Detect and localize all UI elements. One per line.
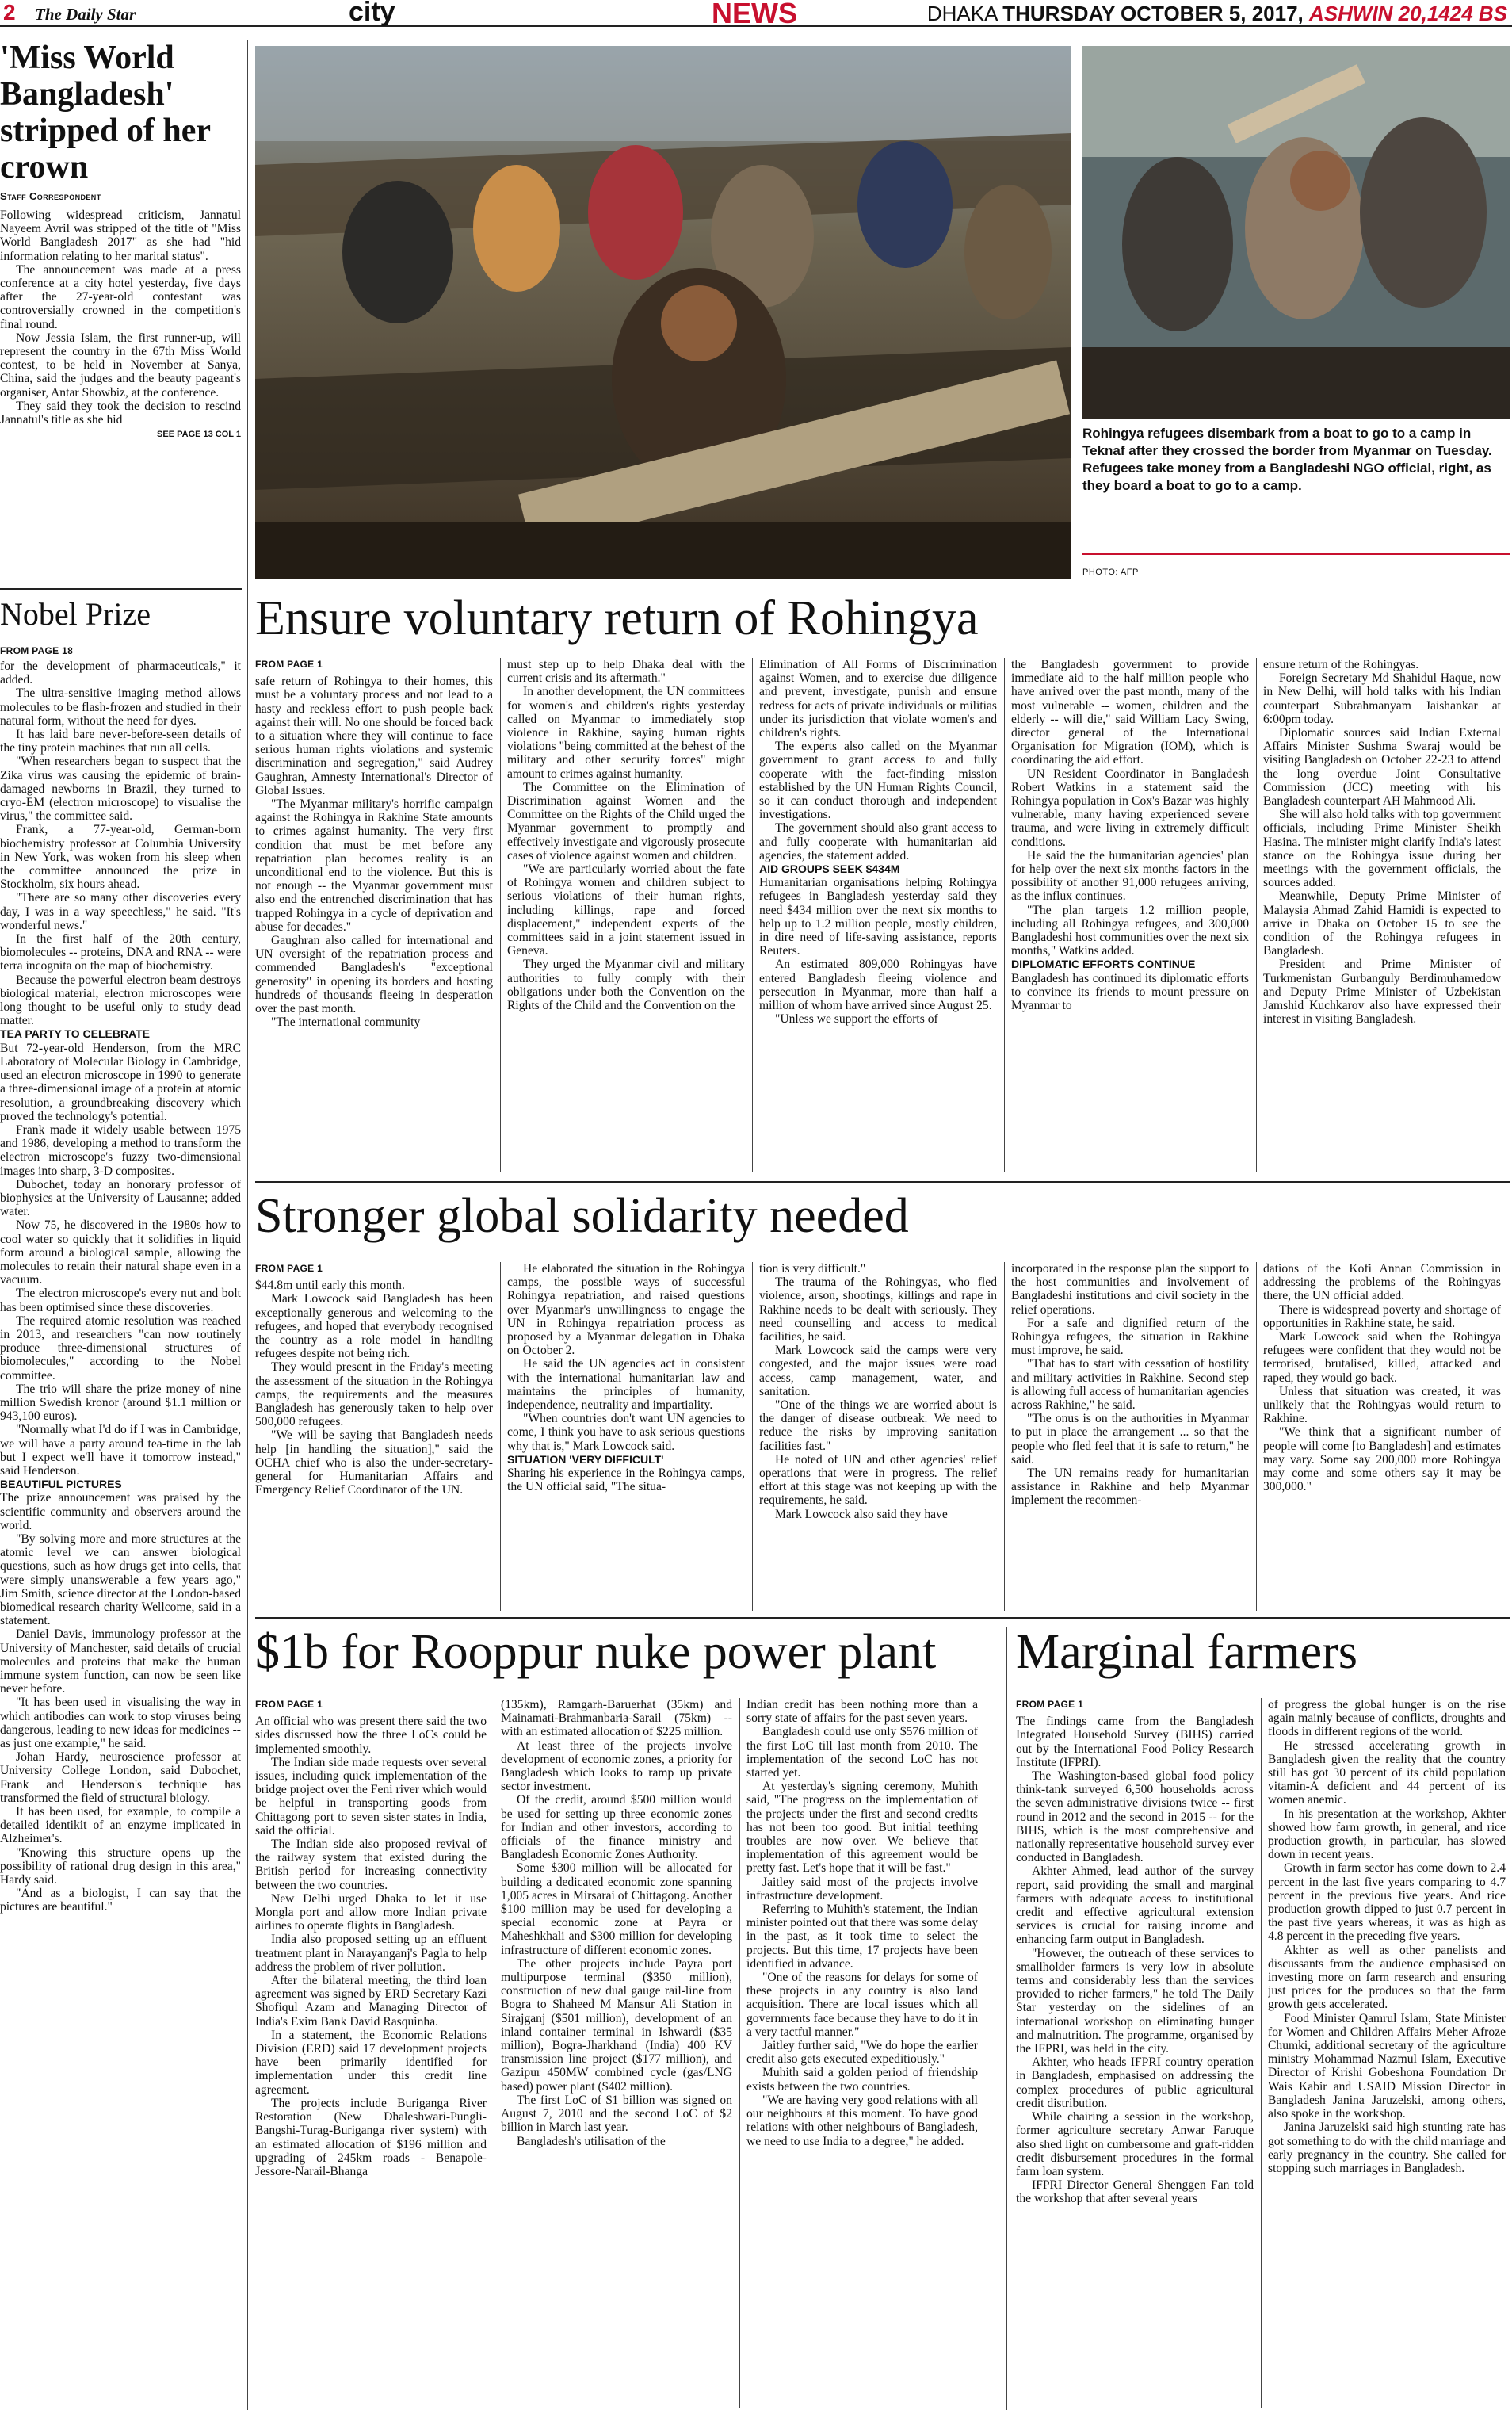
paragraph: Frank made it widely usable between 1975 and 1986, developing a method to transform the electron microscope's fuzzy two-dimensional images into sharp, 3-D composites. [0,1122,241,1178]
paragraph: "However, the outreach of these services to smallholder farmers is very low in absolute terms and considerably less than the services provided to richer farmers," he told The Daily Star yesterday on the sidelines of an international workshop on eliminating hunger and malnutrition. The programme, organised by the IFPRI, was held in the city. [1016,1946,1254,2056]
paragraph: must step up to help Dhaka deal with the current crisis and its aftermath." [507,658,745,686]
paragraph: An estimated 809,000 Rohingyas have entered Bangladesh fleeing violence and persecution in Myanmar, more than half a million of whom have arrived since August 25. [759,958,997,1013]
column-rule [1256,658,1257,1172]
paragraph: After the bilateral meeting, the third loan agreement was signed by ERD Secretary Kazi Shofiqul Azam and Managing Director of India's Exim Bank David Rasquinha. [255,1974,487,2029]
paragraph: "One of the reasons for delays for some of these projects in any country is also land acquisition. There are local issues which all governments face because they have to do it in a very tactful manner." [746,1971,978,2039]
paragraph: Akhter Ahmed, lead author of the survey report, said providing the small and marginal farmers with adequate access to institutional credit and effective agricultural extension services is crucial for raising income and enhancing farm output in Bangladesh. [1016,1864,1254,1947]
paragraph: The Washington-based global food policy think-tank surveyed 6,500 households across the seven administrative divisions twice -- first round in 2012 and the second in 2015 -- for the BIHS, which is the most comprehensive and nationally representative household survey ever conducted in Bangladesh. [1016,1769,1254,1865]
paragraph: They said they took the decision to rescind Jannatul's title as she hid [0,399,241,427]
paragraph: The prize announcement was praised by the scientific community and observers around the world. [0,1491,241,1532]
category-label: NEWS [712,0,797,29]
paragraph: "The plan targets 1.2 million people, including all Rohingya refugees, and 300,000 Bangladeshi host communities over the next six months," Watkins added. [1011,903,1249,958]
paragraph: tion is very difficult." [759,1262,866,1275]
paragraph: New Delhi urged Dhaka to let it use Mongla port and allow more Indian private airlines to operate flights in Bangladesh. [255,1891,487,1933]
paragraph: Daniel Davis, immunology professor at the University of Manchester, said details of crucial molecules and proteins that make the human immune system function, can now be seen like never before. [0,1627,241,1696]
paragraph: The UN remains ready for humanitarian assistance in Rakhine and help Myanmar implement the recommen- [1011,1467,1249,1508]
paragraph: It has been used, for example, to compile a detailed identikit of an enzyme implicated in Alzheimer's. [0,1805,241,1846]
paragraph: safe return of Rohingya to their homes, this must be a voluntary process and not lead to a hasty and reckless effort to push people back against their will. No one should be forced back to a situation where they will continue to face serious human rights violations and systemic discrimination and segregation," said Audrey Gaughran, Amnesty International's Director of Global Issues. [255,675,493,797]
paragraph: Food Minister Qamrul Islam, State Minister for Women and Children Affairs Meher Afroze Chumki, additional secretary of the agriculture ministry Mohammad Nazmul Islam, Executive Director of Krishi Gobeshona Foundation Dr Wais Kabir and USAID Mission Director in Bangladesh Janina Jaruzelski, among others, also spoke in the workshop. [1268,2011,1506,2121]
column-rule [1256,1262,1257,1611]
paragraph: Elimination of All Forms of Discrimination against Women, and to exercise due diligence and prevent, investigate, punish and ensure redress for acts of private individuals or militias under its jurisdiction that violate women's and children's rights. [759,658,997,740]
paragraph: Dubochet, today an honorary professor of biophysics at the University of Lausanne; added water. [0,1177,241,1219]
paragraph: UN Resident Coordinator in Bangladesh Robert Watkins in a statement said the Rohingya population in Cox's Bazar was highly vulnerable, many having experienced severe trauma, and were living in extremely difficult conditions. [1011,767,1249,849]
paragraph: The government should also grant access to and fully cooperate with humanitarian aid agencies, the statement added. [759,821,997,862]
solidarity-headline: Stronger global solidarity needed [255,1189,909,1243]
paragraph: For a safe and dignified return of the Rohingya refugees, the situation in Rakhine must improve, he said. [1011,1316,1249,1358]
story-column [255,658,493,1172]
paragraph: In a statement, the Economic Relations Division (ERD) said 17 development projects have been primarily identified for implementation under this credit line agreement. [255,2028,487,2097]
photo-caption: Rohingya refugees disembark from a boat to go to a camp in Teknaf after they crossed the border from Myanmar on Tuesday. Refugees take money from a Bangladeshi NGO official, right, as they board a boat to go to a camp. [1082,426,1492,493]
divider [255,1181,1510,1183]
paragraph: Bangladesh has continued its diplomatic efforts to convince its friends to mount pressure on Myanmar to [1011,971,1249,1013]
paragraph: IFPRI Director General Shenggen Fan told the workshop that after several years [1016,2178,1254,2206]
paragraph: "The international community [271,1015,421,1030]
paragraph: They would present in the Friday's meeting the assessment of the situation in the Rohingya camps, the requirements and the measures Bangladesh has generously taken to help over 500,000 refugees. [255,1360,493,1429]
paragraph: "We are having very good relations with all our neighbours at this moment. To have good relations with other neighbours of Bangladesh, we need to use India to a degree," he added. [746,2093,978,2148]
paragraph: Muhith said a golden period of friendship exists between the two countries. [746,2066,978,2094]
column-rule [1261,1698,1262,2408]
paragraph: He said the UN agencies act in consistent with the international humanitarian law and maintains the principles of humanity, independence, neutrality and impartiality. [507,1357,745,1413]
page-number: 2 [3,0,16,25]
dateline [927,2,1507,26]
masthead [0,0,1512,27]
paragraph: Jaitley further said, "We do hope the earlier credit also gets executed expeditiously." [746,2039,978,2067]
farmers-headline: Marginal farmers [1016,1625,1357,1679]
nobel-headline: Nobel Prize [0,598,151,632]
story-kicker: FROM PAGE 1 [1016,1699,1084,1710]
paragraph: incorporated in the response plan the support to the host communities and involvement of Bangladeshi institutions and civil society in the relief operations. [1011,1262,1249,1317]
story-kicker: FROM PAGE 1 [255,659,323,670]
story-column [1011,658,1249,1172]
subhead: AID GROUPS SEEK $434M [759,862,900,876]
column-rule [1006,1627,1007,2410]
paragraph: The experts also called on the Myanmar government to grant access to and fully cooperate with the fact-finding mission established by the UN Human Rights Council, so it can conduct thorough and independent investigations. [759,740,997,822]
subhead: DIPLOMATIC EFFORTS CONTINUE [1011,958,1196,971]
column-rule [500,1262,501,1611]
refugees-money-photo [1082,46,1510,419]
paragraph: "It has been used in visualising the way in which antibodies can work to stop viruses being dangerous, leading to new ideas for medicines -- as just one example," he said. [0,1696,241,1751]
paragraph: $44.8m until early this month. [255,1279,405,1293]
paragraph: Johan Hardy, neuroscience professor at University College London, said Dubochet, Frank and Henderson's technique has transformed the field of structural biology. [0,1750,241,1805]
paragraph: Humanitarian organisations helping Rohingya refugees in Bangladesh yesterday said they need $434 million over the next six months to help up to 1.2 million people, mostly children, in dire need of life-saving assistance, reports Reuters. [759,876,997,958]
paragraph: The other projects include Payra port multipurpose terminal ($350 million), construction of new dual gauge rail-line from Bogra to Shaheed M Mansur Ali Station in Sirajganj ($501 million), development of an inland container terminal in Ishwardi ($35 million), Bogra-Jharkhand (India) 400 KV transmission line project ($177 million), and Gazipur 450MW combined cycle (gas/LNG based) power plant ($402 million). [501,1956,732,2094]
story-column [746,1698,978,2408]
paragraph: He said the the humanitarian agencies' plan for help over the next six months factors in the possibility of another 91,000 refugees arriving, as the influx continues. [1011,848,1249,904]
paragraph: Jaitley said most of the projects involve infrastructure development. [746,1875,978,1902]
paragraph: (135km), Ramgarh-Baruerhat (35km) and Mainamati-Brahmanbaria-Sarail (75km) -- with an estimated allocation of $225 million. [501,1698,732,1739]
paragraph: At yesterday's signing ceremony, Muhith said, "The progress on the implementation of the projects under the first and second credits has not been too good. But initial teething troubles are now over. We believe that implementation of this agreement would be pretty fast. Let's hope that it will be fast." [746,1780,978,1876]
story-kicker: FROM PAGE 1 [255,1263,323,1274]
miss-world-headline: 'Miss World Bangladesh' stripped of her crown [0,40,211,185]
divider [255,1617,1510,1619]
paragraph: dations of the Kofi Annan Commission in addressing the problems of the Rohingyas there, the UN official added. [1263,1262,1501,1303]
paragraph: President and Prime Minister of Turkmenistan Gurbanguly Berdimuhamedow and Deputy Prime Minister of Uzbekistan Jamshid Kuchkarov also have expressed their interest in visiting Bangladesh. [1263,958,1501,1027]
subhead: SITUATION 'VERY DIFFICULT' [507,1452,664,1466]
story-column [507,1262,745,1611]
paragraph: He elaborated the situation in the Rohingya camps, the possible ways of successful Rohingya repatriation, and raised questions over Myanmar's unwillingness to engage the UN in Rohingya repatriation process as proposed by a Myanmar delegation in Dhaka on October 2. [507,1262,745,1358]
paragraph: Now Jessia Islam, the first runner-up, will represent the country in the 67th Miss World contest, to be held in November at Sanya, China, said the judges and the beauty pageant's organiser, Antar Showbiz, at the conference. [0,331,241,400]
paragraph: "We will be saying that Bangladesh needs help [in handling the situation]," said the OCHA chief who is also the under-secretary-general for Humanitarian Affairs and Emergency Relief Coordinator of the UN. [255,1428,493,1497]
paper-name: The Daily Star [35,5,136,24]
paragraph: Following widespread criticism, Jannatul Nayeem Avril was stripped of the title of "Miss World Bangladesh 2017" as she had "hid information relating to her marital status". [0,208,241,263]
paragraph: The ultra-sensitive imaging method allows molecules to be flash-frozen and studied in their natural form, without the need for dyes. [0,686,241,728]
column-rule [752,658,753,1172]
paragraph: Frank, a 77-year-old, German-born biochemistry professor at Columbia University in New York, was woken from his sleep when the committee announced the prize in Stockholm, six hours ahead. [0,823,241,892]
story-column [255,1262,493,1611]
refugee-boat-photo [255,46,1071,579]
paragraph: The trio will share the prize money of nine million Swedish kronor (around $1.1 million or 943,100 euros). [0,1382,241,1424]
paragraph: Sharing his experience in the Rohingya camps, the UN official said, "The situa- [507,1467,745,1494]
paragraph: At least three of the projects involve development of economic zones, a priority for Bangladesh which looks to ramp up private sector investment. [501,1738,732,1794]
dateline-city: DHAKA [926,2,997,25]
paragraph: "We think that a significant number of people will come [to Bangladesh] and estimates may vary. Some say 200,000 more Rohingya may come and some others say it may be 300,000." [1263,1425,1501,1494]
paragraph: Growth in farm sector has come down to 2.4 percent in the last five years comparing to 4.7 percent in the previous five years. And rice production growth dipped to just 0.7 percent in the past five years whereas, it was as high as 4.8 percent in the preceding five years. [1268,1861,1506,1944]
paragraph: "The Myanmar military's horrific campaign against the Rohingya in Rakhine State amounts to crimes against humanity. The very first condition that must be met before any repatriation plan becomes reality is an unconditional end to the violence. But this is not enough -- the Myanmar government must also end the entrenched discrimination that has trapped Rohingya in a cycle of deprivation and abuse for decades." [255,797,493,934]
paragraph: While chairing a session in the workshop, former agriculture secretary Anwar Faruque also shed light on cumbersome and graft-ridden credit disbursement procedures in the formal farm loan system. [1016,2110,1254,2178]
story-column [1263,1262,1501,1611]
paragraph: The first LoC of $1 billion was signed on August 7, 2010 and the second LoC of $2 billion in March last year. [501,2093,732,2135]
paragraph: India also proposed setting up an effluent treatment plant in Narayanganj's Pagla to help address the problem of river pollution. [255,1933,487,1974]
paragraph: "One of the things we are worried about is the danger of disease outbreak. We need to reduce the risks by improving sanitation facilities fast." [759,1398,997,1453]
paragraph: The Indian side made requests over several issues, including quick implementation of the bridge project over the Feni river which would be helpful in transporting goods from Chittagong port to seven sister states in India, said the official. [255,1755,487,1837]
paragraph: Mark Lowcock also said they have [775,1507,948,1521]
rooppur-headline: $1b for Rooppur nuke power plant [255,1625,937,1679]
subhead: TEA PARTY TO CELEBRATE [0,1027,151,1041]
paragraph: the Bangladesh government to provide immediate aid to the half million people who have arrived over the past month, many of the most vulnerable -- women, children and the elderly -- will die," said William Lacy Swing, director general of the International Organisation for Migration (IOM), which is coordinating the aid effort. [1011,658,1249,767]
paragraph: "Normally what I'd do if I was in Cambridge, we will have a party around tea-time in the lab but I expect we'll have it tomorrow instead," said Henderson. [0,1423,241,1478]
paragraph: "Knowing this structure opens up the possibility of rational drug design in this area," Hardy said. [0,1845,241,1887]
paragraph: He noted of UN and other agencies' relief operations that were in progress. The relief effort at this stage was not keeping up with the requirements, he said. [759,1452,997,1508]
paragraph: Janina Jaruzelski said high stunting rate has got something to do with the child marriage and early pregnancy in the country. She called for stopping such marriages in Bangladesh. [1268,2120,1506,2175]
paragraph: "By solving more and more structures at the atomic level we can answer biological questions, such as how drugs get into cells, that were simply unanswerable a few years ago," Jim Smith, science director at the London-based biomedical research charity Wellcome, said in a statement. [0,1532,241,1628]
rohingya-headline: Ensure voluntary return of Rohingya [255,591,979,645]
dateline-bengali: ASHWIN 20,1424 BS [1309,2,1507,25]
column-rule [752,1262,753,1611]
nobel-kicker: FROM PAGE 18 [0,645,74,656]
miss-world-story [0,40,241,587]
story-column [1268,1698,1506,2408]
paragraph: Because the powerful electron beam destroys biological material, electron microscopes were long thought to be useful only to study dead matter. [0,973,241,1028]
story-kicker: FROM PAGE 1 [255,1699,323,1710]
dateline-date: THURSDAY OCTOBER 5, 2017, [1002,2,1304,25]
paragraph: In his presentation at the workshop, Akhter showed how farm growth, in general, and rice production growth, in particular, has slowed down in recent years. [1268,1807,1506,1862]
paragraph: Diplomatic sources said Indian External Affairs Minister Sushma Swaraj would be visiting Bangladesh on October 22-23 to attend the long overdue Joint Consultative Commission (JCC) meeting with his Bangladesh counterpart AH Mahmood Ali. [1263,726,1501,809]
paragraph: Some $300 million will be allocated for building a dedicated economic zone spanning 1,005 acres in Mirsarai of Chittagong. Another $100 million may be used for developing a special economic zone at Payra or Maheshkhali and $300 million for developing infrastructure of different economic zones. [501,1861,732,1957]
story-column [507,658,745,1172]
nobel-story [0,598,241,2410]
paragraph: The electron microscope's every nut and bolt has been optimised since these discoveries. [0,1287,241,1314]
miss-world-body [0,208,241,426]
paragraph: "That has to start with cessation of hostility and military activities in Rakhine. Second step is allowing full access of humanitarian agencies across Rakhine," he said. [1011,1357,1249,1413]
column-rule [500,658,501,1172]
paragraph: of progress the global hunger is on the rise again mainly because of conflicts, droughts and floods in different regions of the world. [1268,1698,1506,1739]
paragraph: The trauma of the Rohingyas, who fled violence, arson, shootings, killings and rape in Rakhine needs to be dealt with seriously. They need counselling and access to medical facilities, he said. [759,1275,997,1344]
paragraph: Mark Lowcock said Bangladesh has been exceptionally generous and welcoming to the refugees, and hoped that everybody recognised the country as a role model in handling refugees despite not being rich. [255,1292,493,1361]
paragraph: "We are particularly worried about the fate of Rohingya women and children subject to serious violations of their human rights, including killings, rape and forced displacement," independent experts of the committees said in a joint statement issued in Geneva. [507,862,745,958]
story-column [759,1262,997,1611]
paragraph: for the development of pharmaceuticals," it added. [0,660,241,687]
paragraph: She will also hold talks with top government officials, including Prime Minister Sheikh Hasina. The minister might clarify India's latest stance on the Rohingya issue during her meetings with the government officials, the sources added. [1263,808,1501,890]
paragraph: The required atomic resolution was reached in 2013, and researchers "can now routinely produce three-dimensional structures of biomolecules," according to the Nobel committee. [0,1314,241,1382]
paragraph: Referring to Muhith's statement, the Indian minister pointed out that there was some delay in the past, as it took time to select the projects. But this time, 17 projects have been identified in advance. [746,1902,978,1971]
section-label: city [349,0,395,27]
miss-world-jump: SEE PAGE 13 COL 1 [157,430,241,440]
paragraph: Bangladesh could use only $576 million of the first LoC till last month from 2010. The implementation of the second LoC has not started yet. [746,1725,978,1780]
miss-world-byline: Staff Correspondent [0,190,101,202]
paragraph: Gaughran also called for international and UN oversight of the repatriation process and commended Bangladesh's "exceptional generosity" in opening its borders and hosting hundreds of thousands fleeing in desperation over the past month. [255,934,493,1016]
paragraph: It has laid bare never-before-seen details of the tiny protein machines that run all cells. [0,728,241,755]
paragraph: "Unless we support the efforts of [775,1012,938,1027]
paragraph: Foreign Secretary Md Shahidul Haque, now in New Delhi, will hold talks with his Indian counterpart Subrahmanyam Jaishankar at 6:00pm today. [1263,671,1501,726]
story-column [1011,1262,1249,1611]
paragraph: Unless that situation was created, it was unlikely that the Rohingyas would return to Rakhine. [1263,1384,1501,1426]
subhead: BEAUTIFUL PICTURES [0,1478,122,1491]
paragraph: The Committee on the Elimination of Discrimination against Women and the Committee on the Rights of the Child urged the Myanmar government to promptly and effectively investigate and vigorously prosecute cases of violence against women and children. [507,780,745,862]
paragraph: Indian credit has been nothing more than a sorry state of affairs for the past seven years. [746,1698,978,1726]
paragraph: "And as a biologist, I can say that the pictures are beautiful." [0,1887,241,1914]
nobel-body [0,660,241,1914]
paragraph: Akhter, who heads IFPRI country operation in Bangladesh, emphasised on addressing the complex procedures of public agricultural credit distribution. [1016,2055,1254,2110]
column-rule [247,40,248,2410]
paragraph: Now 75, he discovered in the 1980s how to cool water so quickly that it solidifies in liquid form around a biological sample, allowing the molecules to retain their natural shape even in a vacuum. [0,1218,241,1287]
caption-rule [1082,553,1510,555]
paragraph: There is widespread poverty and shortage of opportunities in Rakhine state, he said. [1263,1302,1501,1330]
paragraph: ensure return of the Rohingyas. [1263,658,1419,671]
story-column [255,1698,487,2408]
column-rule [739,1698,740,2408]
paragraph: Mark Lowcock said when the Rohingya refugees were confident that they would not be terrorised, brutalised, killed, attacked and raped, they would go back. [1263,1330,1501,1385]
paragraph: "When countries don't want UN agencies to come, I think you have to ask serious questions why that is," Mark Lowcock said. [507,1412,745,1453]
paragraph: The projects include Buriganga River Restoration (New Dhaleshwari-Pungli-Bangshi-Turag-Buriganga river system) with an estimated allocation of $196 million and upgrading of 245km roads - Benapole-Jessore-Narail-Bhanga [255,2096,487,2178]
paragraph: But 72-year-old Henderson, from the MRC Laboratory of Molecular Biology in Cambridge, used an electron microscope in 1990 to generate a three-dimensional image of a protein at atomic resolution, a groundbreaking discovery which proved the technology's potential. [0,1041,241,1123]
paragraph: "The onus is on the authorities in Myanmar to put in place the arrangement ... so that the people who fled feel that it is safe to return," he said. [1011,1412,1249,1467]
story-column [1016,1698,1254,2408]
paragraph: The Indian side also proposed revival of the railway system that existed during the British period for increasing connectivity between the two countries. [255,1837,487,1892]
paragraph: The findings came from the Bangladesh Integrated Household Survey (BIHS) carried out by the International Food Policy Research Institute (IFPRI). [1016,1715,1254,1769]
paragraph: He stressed accelerating growth in Bangladesh given the reality that the country still has got 30 percent of its child population vitamin-A deficient and 44 percent of its women anemic. [1268,1738,1506,1807]
paragraph: Meanwhile, Deputy Prime Minister of Malaysia Ahmad Zahid Hamidi is expected to arrive in Dhaka on October 15 to see the condition of the Rohingya refugees in Bangladesh. [1263,889,1501,958]
paragraph: Bangladesh's utilisation of the [517,2134,666,2148]
paragraph: An official who was present there said the two sides discussed how the three LoCs could be implemented smoothly. [255,1715,487,1756]
column-rule [1004,658,1005,1172]
main-photo [255,46,1071,579]
paragraph: In another development, the UN committees for women's and children's rights yesterday called on Myanmar to immediately stop violence in Rakhine, saying human rights violations "being committed at the behest of the military and other security forces" might amount to crimes against humanity. [507,685,745,781]
paragraph: The announcement was made at a press conference at a city hotel yesterday, five days after the 27-year-old contestant was controversially crowned in the competition's final round. [0,262,241,331]
photo-credit: PHOTO: AFP [1082,568,1139,577]
paragraph: "There are so many other discoveries every day, I was in a way speechless," he said. "It's wonderful news." [0,891,241,932]
paragraph: Of the credit, around $500 million would be used for setting up three economic zones for Indian and other investors, according to officials of the finance ministry and Bangladesh Economic Zones Authority. [501,1793,732,1862]
paragraph: Mark Lowcock said the camps were very congested, and the major issues were road access, camp management, water, and sanitation. [759,1344,997,1398]
story-column [759,658,997,1172]
side-photo [1082,46,1510,419]
paragraph: "When researchers began to suspect that the Zika virus was causing the epidemic of brain-damaged newborns in Brazil, they turned to cryo-EM (electron microscope) to visualise the virus," the committee said. [0,755,241,824]
paragraph: In the first half of the 20th century, biomolecules -- proteins, DNA and RNA -- were terra incognita on the map of biochemistry. [0,932,241,973]
story-column [501,1698,732,2408]
column-rule [1004,1262,1005,1611]
divider [0,588,242,590]
paragraph: Akhter as well as other panelists and discussants from the audience emphasised on investing more on farm research and ensuring just prices for the produces so that the farm growth gets accelerated. [1268,1943,1506,2012]
paragraph: They urged the Myanmar civil and military authorities to fully comply with their obligations under both the Convention on the Rights of the Child and the Convention on the [507,958,745,1013]
story-column [1263,658,1501,1172]
